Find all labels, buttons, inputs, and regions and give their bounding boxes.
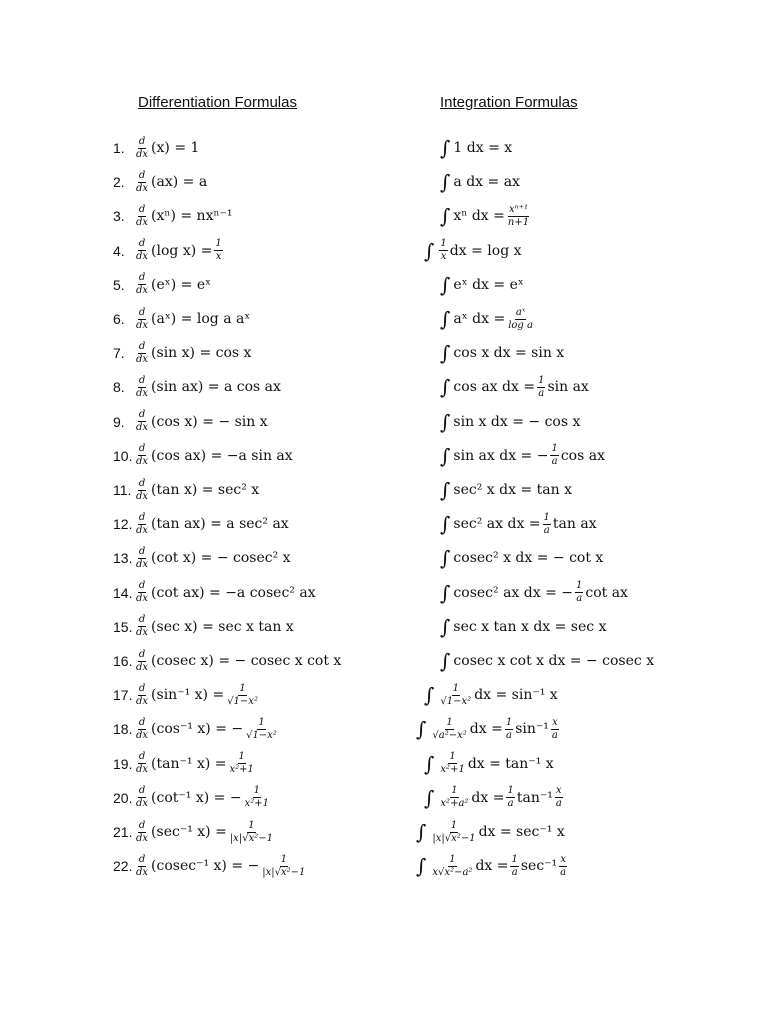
fraction-numerator: d — [138, 580, 146, 592]
fraction-denominator: x²+1 — [440, 764, 465, 776]
integral-sign: ∫ — [440, 649, 451, 673]
formula-number: 13. — [113, 550, 133, 567]
fraction-numerator: d — [138, 648, 146, 660]
fraction-denominator: dx — [136, 764, 149, 776]
formula-number: 12. — [113, 516, 133, 533]
result-fraction — [505, 718, 513, 741]
formula-expression: dx = log x — [449, 242, 522, 259]
formula-number: 6. — [113, 311, 125, 327]
differentiation-formula — [113, 405, 268, 439]
fraction-denominator: dx — [136, 661, 149, 673]
integral-sign: ∫ — [416, 717, 427, 742]
formula-expression: (x) = 1 — [151, 140, 200, 156]
fraction-denominator: dx — [136, 832, 149, 844]
integral-sign: ∫ — [424, 238, 435, 263]
derivative-operator — [135, 239, 149, 262]
fraction-numerator: d — [138, 853, 146, 865]
result-tail: sec⁻¹ — [520, 858, 558, 875]
fraction-numerator: d — [138, 409, 146, 421]
fraction-denominator: dx — [136, 558, 149, 570]
derivative-operator — [135, 615, 149, 638]
derivative-operator — [135, 513, 149, 536]
formula-expression: (cos⁻¹ x) = − — [151, 721, 244, 738]
formula-number: 16. — [113, 653, 133, 669]
result-fraction — [244, 786, 270, 809]
fraction-denominator: a — [538, 387, 545, 399]
differentiation-formula — [113, 302, 250, 336]
formula-expression: (cosec x) = − cosec x cot x — [151, 653, 342, 669]
result-fraction — [214, 239, 222, 262]
fraction-numerator: 1 — [543, 511, 550, 523]
formula-expression: (cot⁻¹ x) = − — [151, 789, 242, 806]
formula-expression: (cos x) = − sin x — [151, 413, 268, 430]
formula-expression: (cot x) = − cosec² x — [151, 550, 291, 567]
formula-expression: (sec x) = sec x tan x — [151, 618, 294, 635]
derivative-operator — [135, 308, 149, 331]
fraction-numerator: d — [138, 785, 146, 797]
integration-formula — [440, 131, 512, 165]
fraction-numerator: 1 — [452, 682, 459, 694]
formula-expression: cos x dx = sin x — [453, 345, 565, 362]
integral-sign: ∫ — [440, 136, 451, 160]
derivative-operator — [135, 273, 149, 296]
fraction-denominator: dx — [136, 729, 149, 741]
result-tail: tan ax — [552, 516, 597, 533]
integrand-fraction — [439, 684, 472, 707]
integral-sign: ∫ — [440, 204, 451, 229]
integration-formula — [424, 678, 558, 712]
differentiation-formula — [113, 747, 257, 781]
integration-formula — [440, 576, 628, 610]
integration-formula — [416, 712, 561, 746]
fraction-denominator: x√x²−a² — [432, 866, 473, 878]
result-argument-fraction — [555, 786, 563, 809]
formula-expression: (sin ax) = a cos ax — [151, 379, 281, 396]
fraction-numerator: d — [138, 306, 146, 318]
fraction-denominator: a — [551, 729, 558, 741]
integration-formula — [440, 165, 520, 199]
fraction-denominator: √1−x² — [440, 695, 472, 707]
differentiation-formula — [113, 712, 280, 746]
fraction-numerator: 1 — [449, 751, 456, 763]
fraction-denominator: x²+a² — [440, 798, 469, 810]
integration-formula — [440, 370, 589, 404]
integrand-fraction — [439, 786, 469, 809]
fraction-numerator: d — [138, 238, 146, 250]
integral-sign: ∫ — [440, 307, 451, 331]
fraction-numerator: 1 — [239, 682, 246, 694]
fraction-numerator: 1 — [450, 819, 458, 831]
fraction-numerator: 1 — [215, 238, 222, 250]
result-fraction — [226, 684, 259, 707]
formula-expression: (sin x) = cos x — [151, 345, 252, 362]
formula-expression: cosec² x dx = − cot x — [453, 550, 604, 567]
formula-number: 14. — [113, 584, 133, 601]
fraction-denominator: dx — [136, 866, 149, 878]
differentiation-formula — [113, 678, 261, 712]
formula-number: 10. — [113, 447, 133, 464]
fraction-numerator: 1 — [449, 853, 456, 865]
differentiation-formula — [113, 268, 211, 302]
derivative-operator — [135, 342, 149, 365]
fraction-numerator: d — [138, 135, 146, 147]
fraction-denominator: dx — [136, 524, 149, 536]
fraction-numerator: d — [138, 819, 146, 831]
fraction-denominator: a — [560, 866, 567, 878]
formula-number: 8. — [113, 379, 125, 396]
differentiation-formula — [113, 165, 207, 199]
integral-sign: ∫ — [416, 820, 427, 844]
formula-expression: sec² x dx = tan x — [453, 482, 572, 498]
formula-number: 3. — [113, 208, 125, 225]
derivative-operator — [135, 684, 149, 707]
integral-sign: ∫ — [424, 785, 435, 810]
result-argument-fraction — [559, 855, 567, 878]
integral-sign: ∫ — [440, 272, 451, 297]
formula-expression: sin ax dx = − — [453, 447, 549, 464]
fraction-numerator: 1 — [551, 443, 558, 455]
formula-expression: dx = sec⁻¹ x — [478, 824, 565, 840]
result-fraction — [550, 444, 558, 467]
formula-number: 4. — [113, 242, 125, 259]
derivative-operator — [135, 650, 149, 673]
fraction-denominator: √1−x² — [246, 729, 277, 741]
fraction-denominator: dx — [136, 627, 149, 639]
formula-expression: cosec² ax dx = − — [453, 584, 573, 601]
fraction-numerator: 1 — [507, 785, 514, 797]
formula-expression: (cot ax) = −a cosec² ax — [151, 584, 316, 601]
fraction-denominator: n+1 — [507, 216, 530, 228]
differentiation-formula — [113, 473, 259, 507]
derivative-operator — [135, 479, 149, 502]
fraction-denominator: |x|√x²−1 — [262, 866, 306, 878]
result-tail: tan⁻¹ — [516, 789, 553, 806]
formula-expression: (ax) = a — [151, 174, 208, 191]
fraction-denominator: a — [555, 798, 562, 810]
result-fraction — [506, 786, 514, 809]
result-argument-fraction — [551, 718, 559, 741]
result-fraction — [510, 855, 518, 878]
fraction-denominator: x — [440, 251, 447, 263]
derivative-operator — [135, 718, 149, 741]
formula-expression: (tan⁻¹ x) = — [151, 755, 227, 772]
formula-expression: dx = — [475, 858, 509, 875]
differentiation-heading: Differentiation Formulas — [138, 94, 297, 111]
fraction-numerator: d — [138, 716, 146, 728]
fraction-denominator: √a²−x² — [432, 729, 467, 741]
formula-expression: aˣ dx = — [453, 311, 506, 327]
formula-expression: xⁿ dx = — [453, 208, 505, 225]
result-tail: sin⁻¹ — [515, 721, 549, 738]
fraction-denominator: a — [543, 524, 550, 536]
integration-formula — [440, 439, 605, 473]
formula-expression: dx = tan⁻¹ x — [467, 755, 554, 772]
formula-expression: 1 dx = x — [453, 140, 513, 156]
fraction-denominator: dx — [136, 422, 149, 434]
fraction-denominator: dx — [136, 593, 149, 605]
fraction-numerator: 1 — [538, 374, 545, 386]
fraction-denominator: dx — [136, 798, 149, 810]
fraction-denominator: dx — [136, 182, 149, 194]
fraction-numerator: d — [138, 477, 146, 489]
fraction-denominator: a — [506, 729, 513, 741]
derivative-operator — [135, 821, 149, 844]
integral-sign: ∫ — [440, 409, 451, 434]
differentiation-formula — [113, 576, 316, 610]
fraction-denominator: dx — [136, 216, 149, 228]
fraction-numerator: d — [138, 751, 146, 763]
integration-formula — [424, 781, 565, 815]
derivative-operator — [135, 205, 149, 228]
result-tail: cos ax — [560, 447, 605, 464]
integration-formula — [440, 336, 564, 370]
formula-number: 7. — [113, 345, 125, 362]
formula-expression: (sin⁻¹ x) = — [151, 687, 225, 704]
fraction-numerator: aˣ — [515, 306, 526, 318]
formula-number: 22. — [113, 858, 133, 875]
fraction-denominator: √1−x² — [227, 695, 258, 707]
fraction-denominator: dx — [136, 695, 149, 707]
fraction-numerator: 1 — [238, 751, 245, 763]
fraction-denominator: |x|√x²−1 — [432, 832, 476, 844]
differentiation-formula — [113, 507, 289, 541]
fraction-numerator: d — [138, 374, 146, 386]
integration-formula — [424, 234, 522, 268]
fraction-denominator: x²+1 — [229, 764, 254, 776]
integral-sign: ∫ — [416, 854, 427, 879]
fraction-denominator: dx — [136, 387, 149, 399]
formula-number: 2. — [113, 174, 125, 191]
formula-expression: eˣ dx = eˣ — [453, 276, 524, 293]
fraction-denominator: a — [511, 866, 518, 878]
derivative-operator — [135, 855, 149, 878]
fraction-numerator: d — [138, 682, 146, 694]
result-fraction — [229, 821, 274, 844]
integral-sign: ∫ — [424, 751, 435, 776]
integrand-fraction — [431, 718, 467, 741]
formula-number: 5. — [113, 276, 125, 293]
integral-sign: ∫ — [440, 341, 451, 366]
differentiation-formula — [113, 370, 281, 404]
fraction-numerator: d — [138, 203, 146, 215]
fraction-numerator: 1 — [253, 785, 260, 797]
derivative-operator — [135, 786, 149, 809]
result-fraction — [507, 205, 530, 228]
result-fraction — [575, 581, 583, 604]
differentiation-formula — [113, 234, 225, 268]
derivative-operator — [135, 376, 149, 399]
integral-sign: ∫ — [440, 170, 451, 195]
integration-formula — [440, 644, 654, 678]
formula-expression: (tan x) = sec² x — [151, 482, 260, 498]
result-fraction — [245, 718, 278, 741]
fraction-numerator: 1 — [451, 785, 458, 797]
fraction-denominator: dx — [136, 148, 149, 160]
formula-expression: (cos ax) = −a sin ax — [151, 447, 293, 464]
differentiation-formula — [113, 439, 293, 473]
differentiation-formula — [113, 131, 199, 165]
result-fraction — [543, 513, 551, 536]
formula-expression: (xⁿ) = nxⁿ⁻¹ — [151, 208, 233, 225]
integration-formula — [424, 747, 554, 781]
fraction-numerator: 1 — [511, 853, 518, 865]
fraction-numerator: 1 — [280, 853, 288, 865]
differentiation-formula — [113, 336, 251, 370]
formula-expression: (eˣ) = eˣ — [151, 276, 212, 293]
formula-expression: sec x tan x dx = sec x — [453, 618, 607, 635]
integral-sign: ∫ — [424, 683, 435, 708]
formula-number: 20. — [113, 789, 133, 806]
formula-expression: cosec x cot x dx = − cosec x — [453, 653, 655, 669]
integrand-fraction — [439, 752, 465, 775]
result-fraction — [229, 752, 255, 775]
fraction-numerator: 1 — [248, 819, 255, 831]
integral-sign: ∫ — [440, 580, 451, 605]
fraction-denominator: |x|√x²−1 — [229, 832, 273, 844]
formula-expression: sec² ax dx = — [453, 516, 541, 533]
fraction-numerator: d — [138, 169, 146, 181]
fraction-denominator: dx — [136, 285, 149, 297]
formula-number: 21. — [113, 824, 133, 840]
differentiation-formula — [113, 541, 291, 575]
integrand-fraction — [439, 239, 447, 262]
integral-sign: ∫ — [440, 614, 451, 639]
integration-formula — [440, 302, 536, 336]
formula-number: 11. — [113, 482, 132, 498]
fraction-denominator: log a — [508, 319, 533, 331]
fraction-numerator: 1 — [505, 716, 513, 728]
integration-formula — [440, 405, 580, 439]
formula-expression: dx = — [471, 789, 505, 806]
formula-expression: a dx = ax — [453, 174, 520, 191]
integration-formula — [440, 507, 597, 541]
formula-expression: (log x) = — [151, 242, 213, 259]
integration-formula — [440, 541, 603, 575]
integration-heading: Integration Formulas — [440, 94, 578, 111]
formula-number: 19. — [113, 755, 133, 772]
formula-number: 9. — [113, 413, 125, 430]
differentiation-formula — [113, 644, 341, 678]
formula-expression: dx = — [469, 721, 503, 738]
result-fraction — [537, 376, 545, 399]
fraction-denominator: dx — [136, 456, 149, 468]
fraction-numerator: x — [552, 716, 558, 728]
derivative-operator — [135, 581, 149, 604]
formula-expression: (aˣ) = log a aˣ — [151, 311, 251, 327]
integral-sign: ∫ — [440, 375, 451, 400]
integration-formula — [416, 815, 565, 849]
formula-expression: (sec⁻¹ x) = — [151, 824, 227, 840]
fraction-denominator: dx — [136, 251, 149, 263]
fraction-numerator: 1 — [258, 716, 265, 728]
formula-number: 18. — [113, 721, 133, 738]
fraction-numerator: 1 — [575, 580, 583, 592]
fraction-numerator: d — [138, 272, 146, 284]
result-tail: sin ax — [547, 379, 589, 396]
formula-number: 15. — [113, 618, 133, 635]
result-fraction — [261, 855, 306, 878]
formula-expression: (tan ax) = a sec² ax — [151, 516, 289, 533]
fraction-numerator: d — [138, 545, 146, 557]
fraction-denominator: x²+1 — [244, 798, 269, 810]
fraction-denominator: dx — [136, 490, 149, 502]
integration-formula — [416, 849, 569, 883]
fraction-denominator: a — [507, 798, 514, 810]
integration-formula — [440, 610, 606, 644]
result-tail: cot ax — [585, 584, 628, 601]
integral-sign: ∫ — [440, 478, 451, 502]
derivative-operator — [135, 547, 149, 570]
fraction-denominator: dx — [136, 353, 149, 365]
fraction-numerator: x — [556, 785, 562, 797]
derivative-operator — [135, 171, 149, 194]
differentiation-formula — [113, 815, 276, 849]
formula-number: 17. — [113, 687, 133, 704]
differentiation-formula — [113, 781, 272, 815]
integrand-fraction — [431, 821, 476, 844]
derivative-operator — [135, 137, 149, 160]
formula-expression: (cosec⁻¹ x) = − — [151, 858, 260, 875]
fraction-numerator: 1 — [440, 238, 447, 250]
formula-expression: sin x dx = − cos x — [453, 413, 581, 430]
fraction-numerator: d — [138, 443, 146, 455]
fraction-denominator: a — [576, 593, 583, 605]
fraction-numerator: d — [138, 511, 146, 523]
fraction-denominator: x — [215, 251, 222, 263]
integration-formula — [440, 199, 532, 233]
differentiation-formula — [113, 610, 294, 644]
fraction-numerator: d — [138, 614, 146, 626]
fraction-denominator: dx — [136, 319, 149, 331]
derivative-operator — [135, 444, 149, 467]
fraction-numerator: x — [560, 853, 566, 865]
formula-number: 1. — [113, 140, 125, 156]
integrand-fraction — [431, 855, 473, 878]
formula-expression: cos ax dx = — [453, 379, 536, 396]
derivative-operator — [135, 752, 149, 775]
integral-sign: ∫ — [440, 546, 451, 571]
fraction-numerator: d — [138, 340, 146, 352]
derivative-operator — [135, 410, 149, 433]
integral-sign: ∫ — [440, 443, 451, 468]
fraction-denominator: a — [551, 456, 558, 468]
formula-expression: dx = sin⁻¹ x — [474, 687, 558, 704]
fraction-numerator: xⁿ⁺¹ — [508, 203, 528, 215]
differentiation-formula — [113, 199, 233, 233]
integral-sign: ∫ — [440, 512, 451, 537]
result-fraction — [507, 308, 534, 331]
differentiation-formula — [113, 849, 308, 883]
integration-formula — [440, 473, 572, 507]
integration-formula — [440, 268, 524, 302]
fraction-numerator: 1 — [446, 716, 453, 728]
